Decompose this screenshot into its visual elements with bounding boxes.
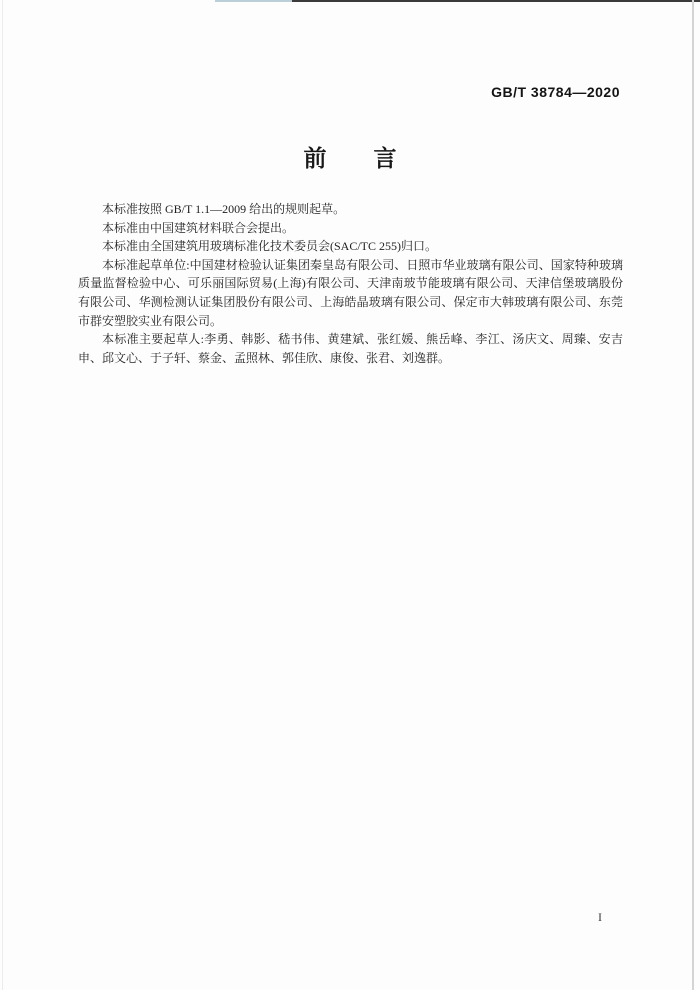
foreword-paragraph-main-drafters: 本标准主要起草人:李勇、韩影、嵇书伟、黄建斌、张红媛、熊岳峰、李江、汤庆文、周臻、安吉申、邱文心、于子轩、蔡金、孟照林、郭佳欣、康俊、张君、刘逸群。 <box>78 332 623 365</box>
foreword-paragraph-committee: 本标准由全国建筑用玻璃标准化技术委员会(SAC/TC 255)归口。 <box>102 239 438 254</box>
foreword-body <box>78 200 623 367</box>
foreword-paragraph-drafting-rules: 本标准按照 GB/T 1.1—2009 给出的规则起草。 <box>102 202 346 216</box>
foreword-title <box>0 146 700 170</box>
foreword-title-char-1: 前 <box>303 145 327 171</box>
foreword-paragraph-drafting-organizations: 本标准起草单位:中国建材检验认证集团秦皇岛有限公司、日照市华业玻璃有限公司、国家特种玻璃质量监督检验中心、可乐丽国际贸易(上海)有限公司、天津南玻节能玻璃有限公司、天津信堡玻璃股份有限公司、华测检测认证集团股份有限公司、上海皓晶玻璃有限公司、保定市大韩玻璃有限公司、东莞市群安塑胶实业有限公司。 <box>78 257 623 328</box>
standard-code: GB/T 38784—2020 <box>491 84 620 100</box>
page-number: I <box>598 910 602 924</box>
scan-top-edge-tint <box>215 0 293 2</box>
scan-top-edge-line <box>292 0 700 2</box>
foreword-title-char-2: 言 <box>373 145 397 171</box>
foreword-paragraph-proposer: 本标准由中国建筑材料联合会提出。 <box>102 220 295 235</box>
